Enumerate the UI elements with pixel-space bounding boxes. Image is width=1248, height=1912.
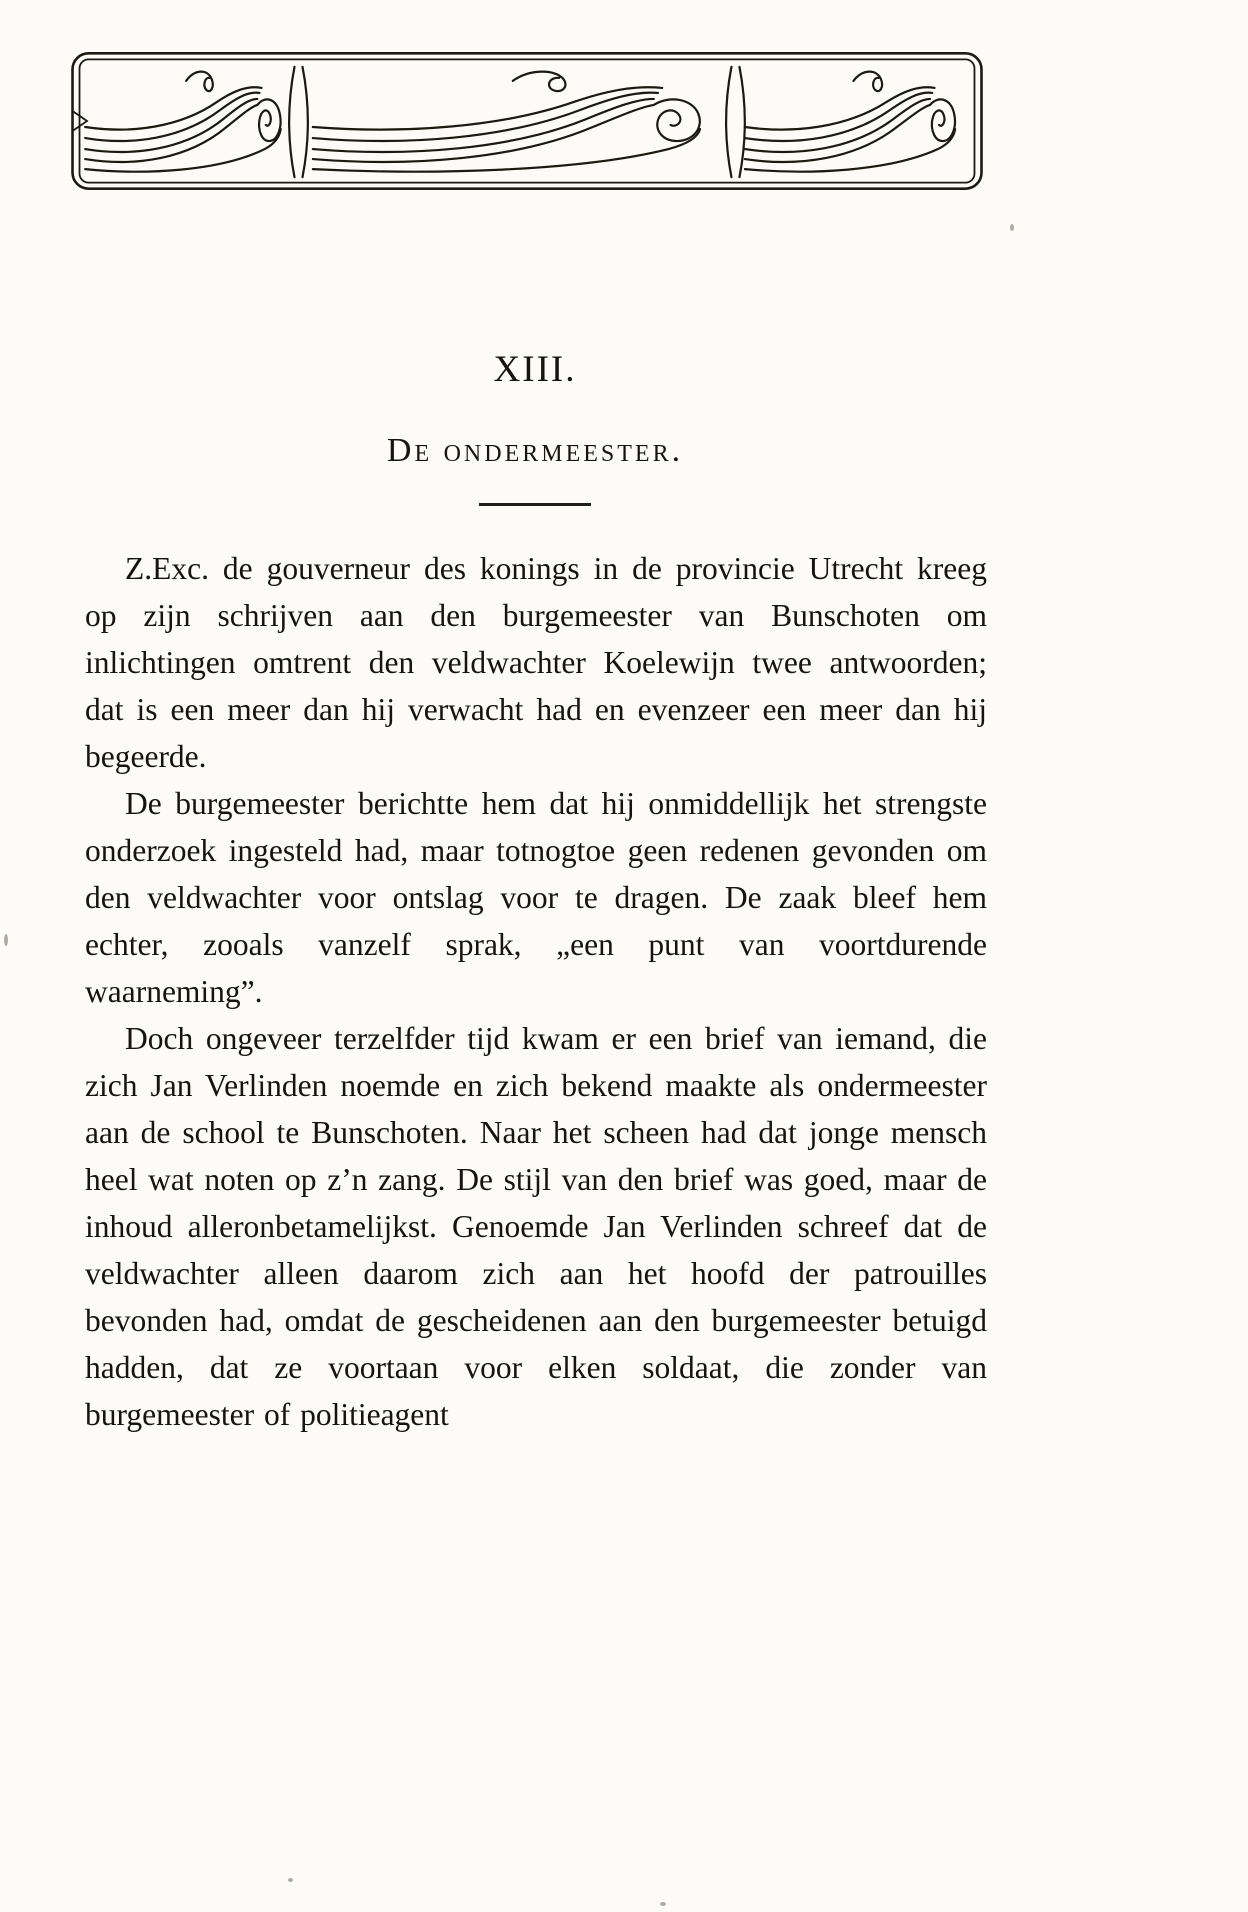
paragraph: Doch ongeveer terzelfder tijd kwam er een brief van iemand, die zich Jan Verlinden noemde en zich bekend maakte als ondermeester aan de school te Bunschoten. Naar het scheen had dat jonge mensch heel wat noten op z’n zang. De stijl van den brief was goed, maar de inhoud alleronbetamelijkst. Genoemde Jan Verlinden schreef dat de veldwachter alleen daarom zich aan het hoofd der patrouilles bevonden had, omdat de gescheidenen aan den burgemeester betuigd hadden, dat ze voortaan voor elken soldaat, die zonder van burgemeester of politieagent [85,1021,987,1432]
scan-artifact [660,1902,666,1906]
scan-artifact [1010,224,1014,231]
scan-artifact [288,1878,293,1882]
paragraph: Z.Exc. de gouverneur des konings in de provincie Utrecht kreeg op zijn schrijven aan den burgemeester van Bunschoten om inlichtingen omtrent den veldwachter Koelewijn twee antwoorden; dat is een meer dan hij verwacht had en evenzeer een meer dan hij begeerde. [85,551,987,774]
paragraph: De burgemeester berichtte hem dat hij onmiddellijk het strengste onderzoek ingesteld had, maar totnogtoe geen redenen gevonden om den veldwachter voor ontslag voor te dragen. De zaak bleef hem echter, zooals vanzelf sprak, „een punt van voortdurende waarneming”. [85,786,987,1009]
chapter-title: De ondermeester. [386,432,684,469]
title-divider [479,503,591,506]
ornament-motifs [85,67,955,177]
chapter-number: XIII. [493,349,577,390]
scan-artifact [4,934,8,946]
body-text [85,545,987,1438]
header-ornament [70,50,984,192]
